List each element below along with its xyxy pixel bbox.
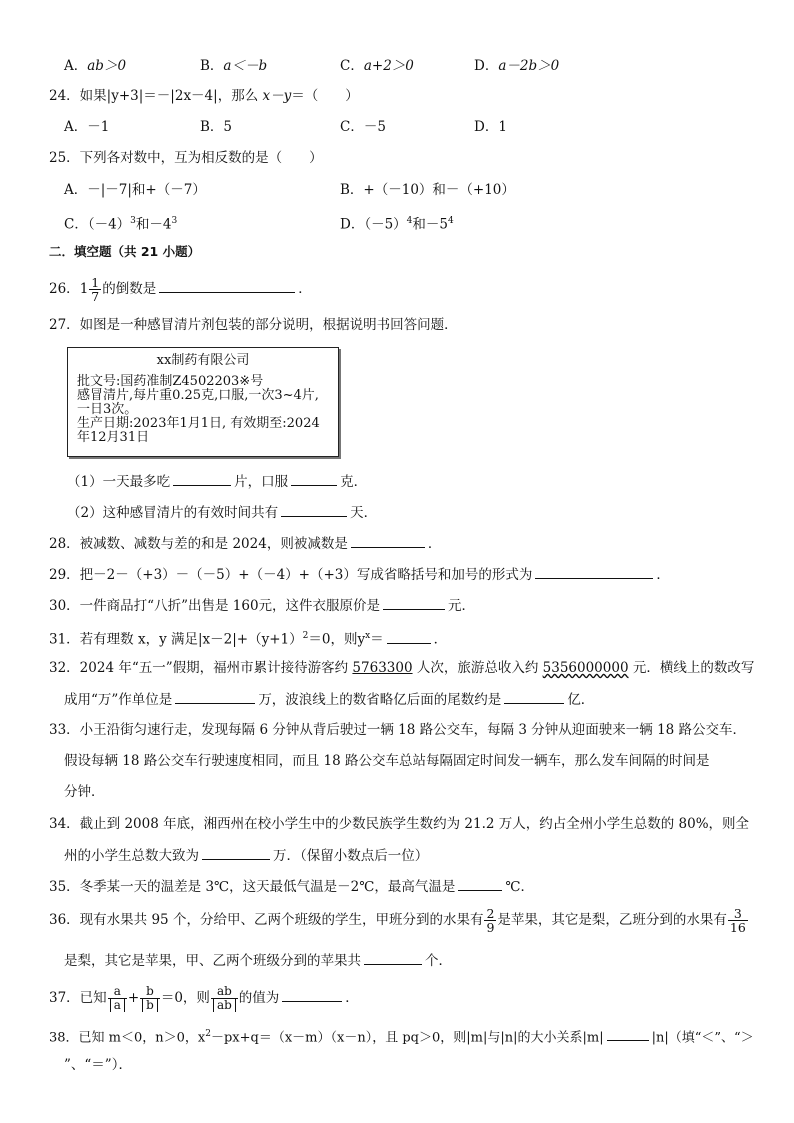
q24-option-a: A．－1 [64, 119, 110, 135]
q27-stem: 27．如图是一种感冒清片剂包装的部分说明，根据说明书回答问题． [49, 317, 458, 333]
q23-option-d: D．a－2b＞0 [474, 58, 560, 74]
q33-line-1: 33．小王沿街匀速行走，发现每隔 6 分钟从背后驶过一辆 18 路公交车，每隔 3 分钟从迎面驶来一辆 18 路公交车． [49, 722, 747, 738]
q30-answer-blank[interactable] [383, 595, 445, 610]
q33-line-3: 分钟． [64, 784, 105, 800]
q25-option-d: D．$(-5)^4$和$-5^4$ [340, 216, 454, 233]
q31: 31．若有理数 x，y 满足$|x-2|+(y+1)^2=0$，则$y^x=$ ． [49, 626, 447, 650]
q37-fraction-a: $\frac{a}{a}$ [108, 985, 127, 1012]
box-line-2: 感冒清片,每片重0.25克,口服,一次3~4片, [77, 388, 319, 403]
q37: 37．已知 $\frac{a}{a}$ + $\frac{b}{b}$ ＝0，则 $\frac{ab}{ab}$ 的值为 ． [49, 984, 359, 1012]
q24-option-c: C．－5 [340, 119, 386, 135]
q32-yi-blank[interactable] [504, 689, 564, 704]
q31-answer-blank[interactable] [387, 629, 431, 644]
q26-answer-blank[interactable] [159, 278, 295, 293]
q35: 35．冬季某一天的温差是 3℃，这天最低气温是－2℃，最高气温是 ℃． [49, 876, 534, 897]
q36-line-2: 是梨，其它是苹果，甲、乙两个班级分到的苹果共 个． [64, 950, 452, 971]
q38-line-2: ”、“＝”）． [64, 1057, 132, 1073]
q27-days-blank[interactable] [281, 502, 347, 517]
q27-pieces-blank[interactable] [173, 471, 231, 486]
q32-number-2: 5356000000 [542, 660, 629, 676]
q23-option-c: C．a+2＞0 [340, 58, 414, 74]
q27-sub-2: （2）这种感冒清片的有效时间共有 天． [67, 502, 377, 523]
q30: 30．一件商品打“八折”出售是 160元，这件衣服原价是 元． [49, 595, 475, 616]
q25-option-a: A．－|－7|和+（－7） [64, 182, 206, 198]
q36-fraction-1: $\frac{2}{9}$ [486, 906, 495, 935]
q38-answer-blank[interactable] [607, 1026, 649, 1041]
q35-answer-blank[interactable] [458, 876, 502, 891]
q32-line-1: 32．2024 年“五一”假期，福州市累计接待游客约 5763300 人次，旅游总收入约 5356000000 元．横线上的数改写 [49, 660, 755, 676]
q34-answer-blank[interactable] [202, 845, 270, 860]
q27-sub-1: （1）一天最多吃 片，口服 克． [67, 471, 367, 492]
q36-line-1: 36．现有水果共 95 个，分给甲、乙两个班级的学生，甲班分到的水果有 $\frac{2}{9}$ 是苹果，其它是梨，乙班分到的水果有 $\frac{3}{16}$ [49, 906, 746, 935]
q24-stem: 24．如果|y+3|＝－|2x－4|，那么 x－y＝（ ） [49, 88, 359, 104]
q37-answer-blank[interactable] [282, 987, 342, 1002]
q36-fraction-2: $\frac{3}{16}$ [729, 906, 746, 935]
q34-line-2: 州的小学生总数大致为 万．（保留小数点后一位） [64, 845, 428, 866]
q33-line-2: 假设每辆 18 路公交车行驶速度相同，而且 18 路公交车总站每隔固定时间发一辆车，那么发车间隔的时间是 [64, 753, 710, 769]
section-2-title: 二．填空题（共 21 小题） [49, 244, 201, 259]
q26-fraction: $\frac{1}{7}$ [91, 275, 100, 304]
box-line-4: 生产日期:2023年1月1日, 有效期至:2024 [77, 416, 320, 431]
box-line-5: 年12月31日 [77, 430, 150, 445]
q24-option-d: D．1 [474, 119, 507, 135]
q27-grams-blank[interactable] [291, 471, 337, 486]
q26: 26．1 $\frac{1}{7}$ 的倒数是 ． [49, 275, 312, 304]
q25-option-c: C．$(-4)^3$和$-4^3$ [64, 216, 178, 233]
q23-option-b: B．a＜－b [200, 58, 268, 74]
q32-wan-blank[interactable] [175, 689, 255, 704]
q37-fraction-b: $\frac{b}{b}$ [140, 985, 160, 1012]
box-line-3: 一日3次。 [77, 402, 138, 417]
q37-fraction-ab: $\frac{ab}{ab}$ [211, 985, 238, 1012]
q34-line-1: 34．截止到 2008 年底，湘西州在校小学生中的少数民族学生数约为 21.2 万人，约占全州小学生总数的 80%，则全 [49, 816, 750, 832]
q32-number-1: 5763300 [352, 660, 413, 676]
q32-line-2: 成用“万”作单位是 万，波浪线上的数省略亿后面的尾数约是 亿． [64, 689, 594, 710]
q25-option-b: B．+（－10）和－（+10） [340, 182, 515, 198]
q25-stem: 25．下列各对数中，互为相反数的是（ ） [49, 150, 323, 166]
q23-option-a: A．ab＞0 [64, 58, 127, 74]
q29: 29．把－2－（+3）－（－5）+（－4）+（+3）写成省略括号和加号的形式为 ． [49, 564, 670, 585]
q24-option-b: B．5 [200, 119, 233, 135]
medicine-label-box [67, 347, 339, 457]
box-line-1: 批文号:国药准制Z4502203※号 [77, 374, 264, 389]
q29-answer-blank[interactable] [535, 564, 653, 579]
q28-answer-blank[interactable] [351, 533, 425, 548]
q38-line-1: 38．已知 m＜0，n＞0，$x^2-px+q=(x-m)(x-n)$，且 pq＞0，则|m|与|n|的大小关系|m| |n|（填“＜”、“＞ [49, 1024, 754, 1048]
box-title: xx制药有限公司 [156, 353, 250, 368]
q36-answer-blank[interactable] [364, 950, 422, 965]
q28: 28．被减数、减数与差的和是 2024，则被减数是 ． [49, 533, 441, 554]
